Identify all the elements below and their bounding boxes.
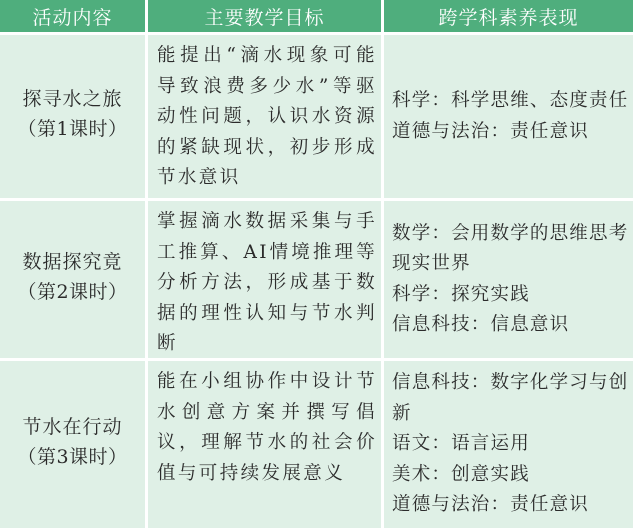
row-1-goal: 能提出“滴水现象可能导致浪费多少水”等驱动性问题，认识水资源的紧缺现状，初步形成节水意识 xyxy=(148,35,384,201)
row-1-literacy-item-2: 道德与法治：责任意识 xyxy=(392,120,590,142)
row-3-activity-cell xyxy=(0,361,148,528)
row-3-goal: 能在小组协作中设计节水创意方案并撰写倡议，理解节水的社会价值与可持续发展意义 xyxy=(148,361,384,528)
row-2-activity: 数据探究竟 xyxy=(22,250,123,273)
header-literacy: 跨学科素养表现 xyxy=(384,0,633,35)
row-3-lesson: （第3课时） xyxy=(17,445,128,468)
row-3-literacy-item-4: 道德与法治：责任意识 xyxy=(392,494,590,516)
row-2-literacy-item-2: 科学：探究实践 xyxy=(392,283,530,305)
row-2-activity-cell xyxy=(0,201,148,361)
row-2-literacy-item-3: 信息科技：信息意识 xyxy=(392,314,570,335)
row-3-literacy-item-2: 语文：语言运用 xyxy=(392,433,530,455)
row-3-literacy-item-3: 美术：创意实践 xyxy=(392,463,530,485)
row-2-lesson: （第2课时） xyxy=(17,280,128,303)
row-2-literacy-item-1: 数学：会用数学的思维思考现实世界 xyxy=(392,222,629,274)
row-1-lesson: （第1课时） xyxy=(17,117,128,140)
row-3-literacy xyxy=(384,361,633,528)
row-3-literacy-item-1: 信息科技：数字化学习与创新 xyxy=(392,372,629,424)
row-2-literacy xyxy=(384,201,633,361)
row-1-literacy xyxy=(384,35,633,201)
row-1-activity: 探寻水之旅 xyxy=(22,87,123,110)
header-goal: 主要教学目标 xyxy=(148,0,384,35)
row-1-activity-cell xyxy=(0,35,148,201)
row-1-literacy-item-1: 科学：科学思维、态度责任 xyxy=(392,90,629,111)
row-2-goal: 掌握滴水数据采集与手工推算、AI情境推理等分析方法，形成基于数据的理性认知与节水判断 xyxy=(148,201,384,361)
header-activity: 活动内容 xyxy=(0,0,148,35)
row-3-activity: 节水在行动 xyxy=(22,415,123,438)
